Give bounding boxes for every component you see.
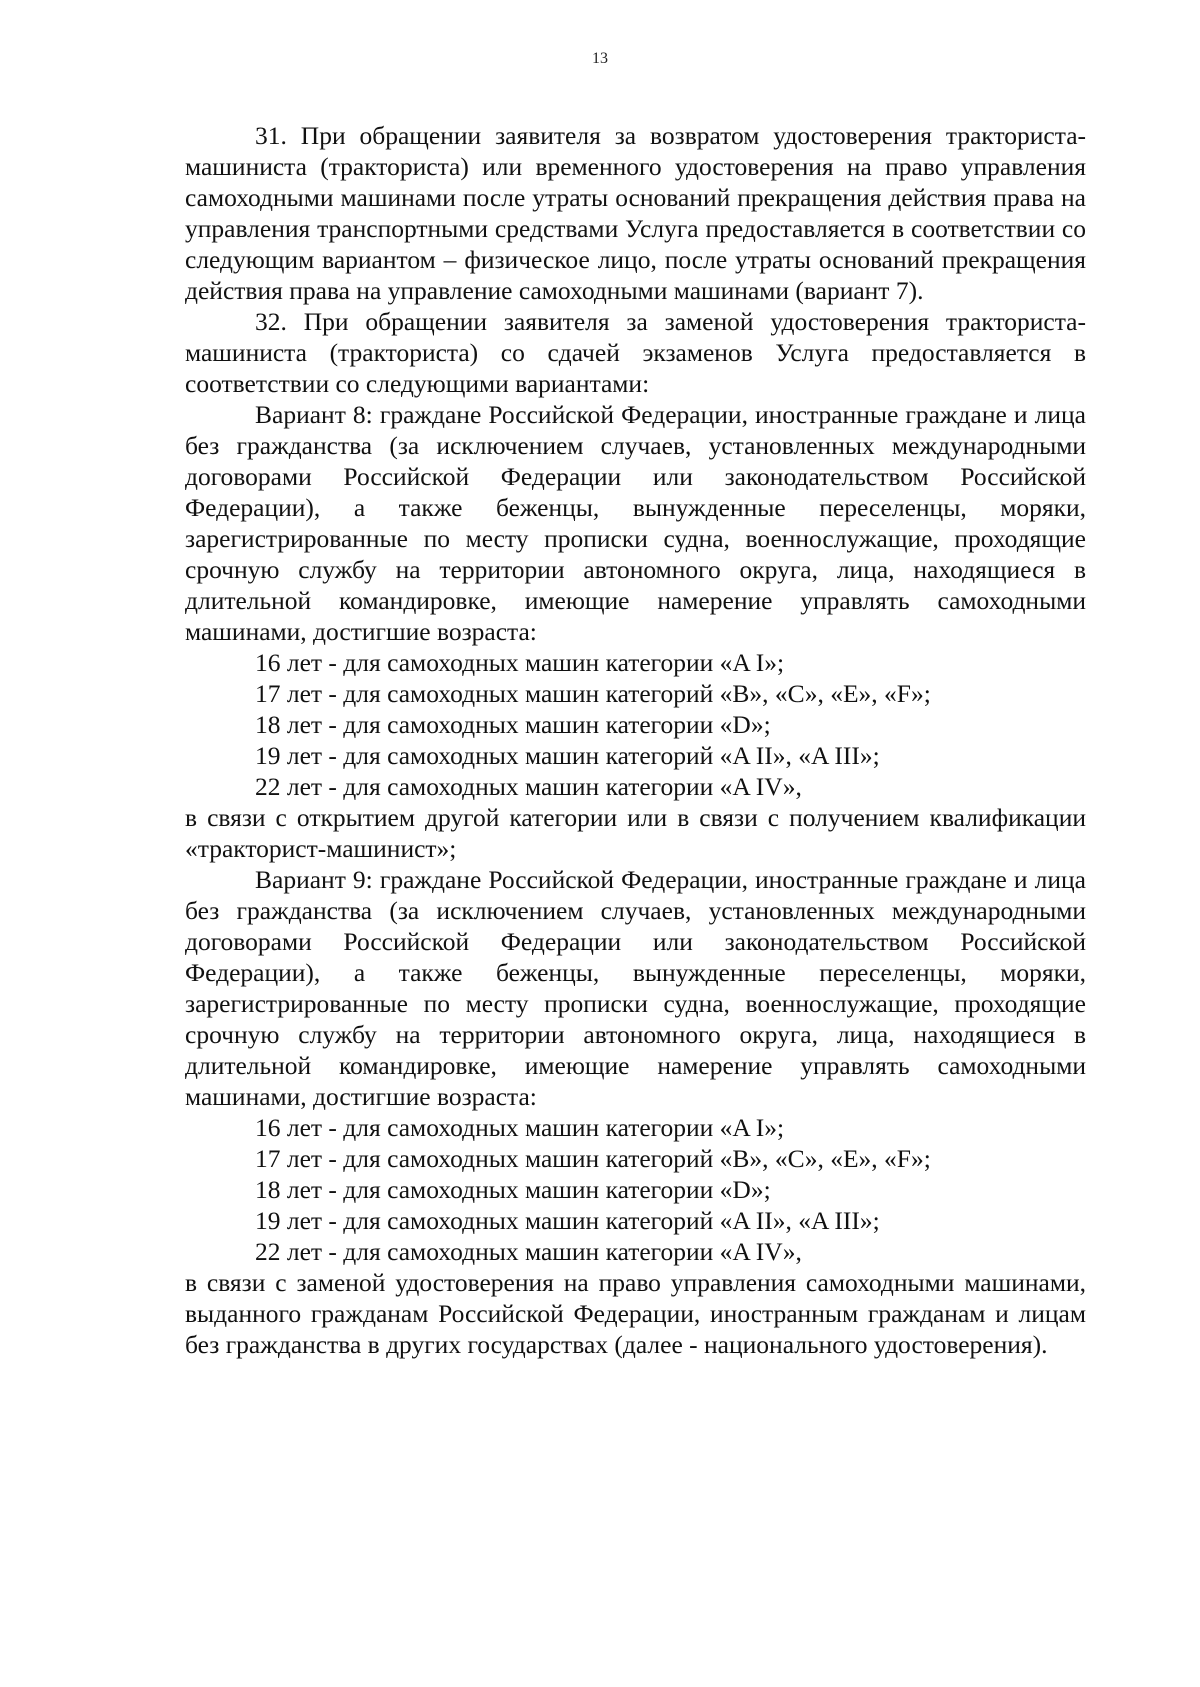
- page-number: 13: [592, 50, 608, 67]
- variant-8-age-item: 22 лет - для самоходных машин категории «A IV»,: [255, 772, 802, 801]
- variant-8-age-item: 17 лет - для самоходных машин категорий «B», «C», «E», «F»;: [255, 679, 931, 708]
- variant-9-age-item: 18 лет - для самоходных машин категории «D»;: [255, 1175, 771, 1204]
- variant-9-age-item: 22 лет - для самоходных машин категории «A IV»,: [255, 1237, 802, 1266]
- variant-9-age-item: 16 лет - для самоходных машин категории «A I»;: [255, 1113, 785, 1142]
- variant-8-age-item: 16 лет - для самоходных машин категории «A I»;: [255, 648, 785, 677]
- paragraph-31: 31. При обращении заявителя за возвратом удостоверения тракториста-машиниста (тракториста) или временного удостоверения на право управления самоходными машинами после утраты оснований прекращения действия права на управления транспортными средствами Услуга предоставляется в соответствии со следующим вариантом – физическое лицо, после утраты оснований прекращения действия права на управление самоходными машинами (вариант 7).: [185, 121, 1086, 305]
- variant-9-intro: Вариант 9: граждане Российской Федерации, иностранные граждане и лица без гражданства (за исключением случаев, установленных международными договорами Российской Федерации или законодательством Российской Федерации), а также беженцы, вынужденные переселенцы, моряки, зарегистрированные по месту прописки судна, военнослужащие, проходящие срочную службу на территории автономного округа, лица, находящиеся в длительной командировке, имеющие намерение управлять самоходными машинами, достигшие возраста:: [185, 865, 1086, 1111]
- variant-8-intro: Вариант 8: граждане Российской Федерации, иностранные граждане и лица без гражданства (за исключением случаев, установленных международными договорами Российской Федерации или законодательством Российской Федерации), а также беженцы, вынужденные переселенцы, моряки, зарегистрированные по месту прописки судна, военнослужащие, проходящие срочную службу на территории автономного округа, лица, находящиеся в длительной командировке, имеющие намерение управлять самоходными машинами, достигшие возраста:: [185, 400, 1086, 646]
- document-body: [185, 120, 1086, 1360]
- paragraph-32: 32. При обращении заявителя за заменой удостоверения тракториста-машиниста (тракториста) со сдачей экзаменов Услуга предоставляется в соответствии со следующими вариантами:: [185, 307, 1086, 398]
- variant-9-age-item: 17 лет - для самоходных машин категорий «B», «C», «E», «F»;: [255, 1144, 931, 1173]
- variant-8-age-item: 19 лет - для самоходных машин категорий «A II», «A III»;: [255, 741, 880, 770]
- variant-8-age-item: 18 лет - для самоходных машин категории «D»;: [255, 710, 771, 739]
- variant-9-outro: в связи с заменой удостоверения на право управления самоходными машинами, выданного гражданам Российской Федерации, иностранным гражданам и лицам без гражданства в других государствах (далее - национального удостоверения).: [185, 1268, 1086, 1359]
- variant-8-outro: в связи с открытием другой категории или в связи с получением квалификации «тракторист-машинист»;: [185, 803, 1086, 863]
- variant-9-age-item: 19 лет - для самоходных машин категорий «A II», «A III»;: [255, 1206, 880, 1235]
